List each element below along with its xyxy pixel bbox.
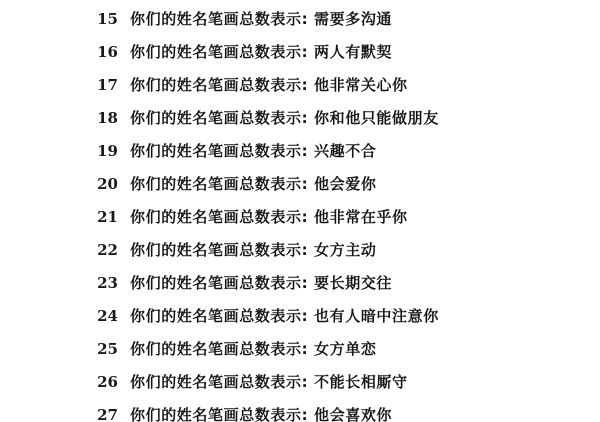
line-number: 26 xyxy=(97,373,118,391)
list-item xyxy=(0,41,600,74)
list-item xyxy=(0,206,600,239)
line-number: 25 xyxy=(97,340,118,358)
line-number: 16 xyxy=(97,43,118,61)
line-number: 17 xyxy=(97,76,118,94)
line-text: 你们的姓名笔画总数表示: 要长期交往 xyxy=(130,274,393,292)
list-item xyxy=(0,239,600,272)
line-text: 你们的姓名笔画总数表示: 女方主动 xyxy=(130,241,377,259)
line-number: 22 xyxy=(97,241,118,259)
list-item xyxy=(0,107,600,140)
list-item xyxy=(0,305,600,338)
line-text: 你们的姓名笔画总数表示: 也有人暗中注意你 xyxy=(130,307,439,325)
list-item xyxy=(0,8,600,41)
line-text: 你们的姓名笔画总数表示: 女方单恋 xyxy=(130,340,377,358)
line-list xyxy=(0,8,600,422)
list-item xyxy=(0,173,600,206)
page-bottom-edge xyxy=(0,394,600,400)
line-text: 你们的姓名笔画总数表示: 兴趣不合 xyxy=(130,142,377,160)
line-text: 你们的姓名笔画总数表示: 不能长相厮守 xyxy=(130,373,408,391)
list-item xyxy=(0,272,600,305)
line-number: 21 xyxy=(97,208,118,226)
line-number: 15 xyxy=(97,10,118,28)
line-number: 23 xyxy=(97,274,118,292)
line-text: 你们的姓名笔画总数表示: 两人有默契 xyxy=(130,43,393,61)
list-item xyxy=(0,140,600,173)
line-text: 你们的姓名笔画总数表示: 他非常在乎你 xyxy=(130,208,408,226)
list-item xyxy=(0,338,600,371)
line-number: 24 xyxy=(97,307,118,325)
line-text: 你们的姓名笔画总数表示: 你和他只能做朋友 xyxy=(130,109,439,127)
list-item xyxy=(0,404,600,422)
line-number: 27 xyxy=(97,406,118,422)
line-text: 你们的姓名笔画总数表示: 需要多沟通 xyxy=(130,10,393,28)
line-number: 20 xyxy=(97,175,118,193)
line-text: 你们的姓名笔画总数表示: 他会爱你 xyxy=(130,175,377,193)
line-number: 19 xyxy=(97,142,118,160)
line-number: 18 xyxy=(97,109,118,127)
line-text: 你们的姓名笔画总数表示: 他会喜欢你 xyxy=(130,406,393,422)
list-item xyxy=(0,74,600,107)
line-text: 你们的姓名笔画总数表示: 他非常关心你 xyxy=(130,76,408,94)
